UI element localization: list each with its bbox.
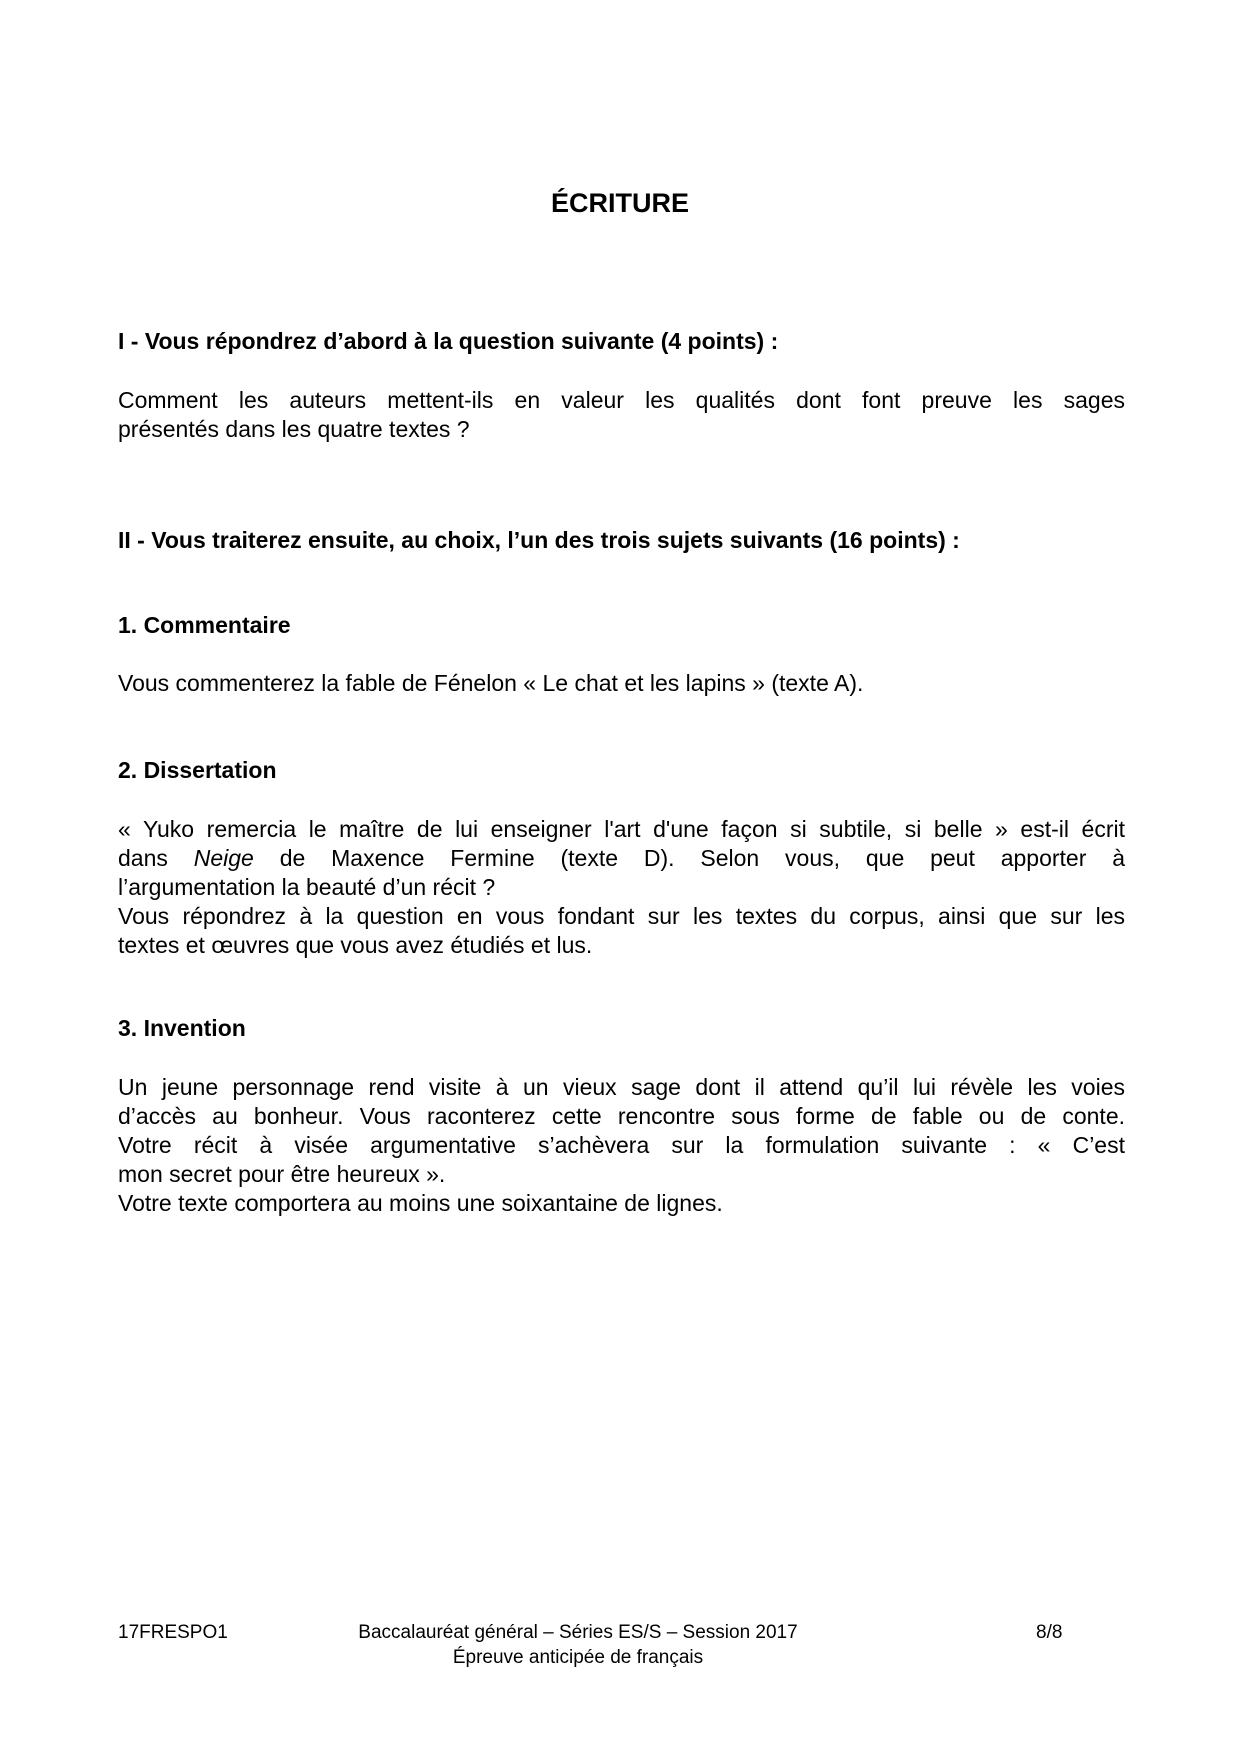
dissertation-line-3: l’argumentation la beauté d’un récit ?	[118, 874, 496, 900]
footer-exam-subtitle: Épreuve anticipée de français	[452, 1647, 704, 1668]
part1-heading: I - Vous répondrez d’abord à la question suivante (4 points) :	[118, 328, 779, 354]
invention-heading: 3. Invention	[118, 1015, 246, 1041]
invention-text	[118, 1073, 1125, 1218]
dissertation-line-2-start: dans	[118, 845, 194, 871]
part1-question-line-1: Comment les auteurs mettent-ils en valeur les qualités dont font preuve les sages	[118, 387, 1125, 413]
footer-center	[348, 1620, 808, 1670]
dissertation-heading: 2. Dissertation	[118, 757, 277, 783]
dissertation-line-2-end: de Maxence Fermine (texte D). Selon vous, que peut apporter à	[253, 845, 1125, 871]
dissertation-line-5: textes et œuvres que vous avez étudiés et lus.	[118, 932, 593, 958]
dissertation-line-4: Vous répondrez à la question en vous fondant sur les textes du corpus, ainsi que sur les	[118, 903, 1125, 929]
commentaire-heading: 1. Commentaire	[118, 612, 291, 638]
dissertation-text	[118, 815, 1125, 960]
footer-exam-title: Baccalauréat général – Séries ES/S – Session 2017	[358, 1622, 798, 1643]
page-title: ÉCRITURE	[550, 188, 689, 218]
part2-heading: II - Vous traiterez ensuite, au choix, l’un des trois sujets suivants (16 points) :	[118, 527, 960, 553]
page-number: 8/8	[1036, 1622, 1063, 1643]
invention-line-2: d’accès au bonheur. Vous raconterez cette rencontre sous forme de fable ou de conte.	[118, 1103, 1125, 1129]
part1-question-line-2: présentés dans les quatre textes ?	[118, 416, 470, 442]
dissertation-line-1: « Yuko remercia le maître de lui enseigner l'art d'une façon si subtile, si belle » est-il écrit	[118, 816, 1125, 842]
exam-code: 17FRESPO1	[118, 1622, 228, 1643]
invention-line-5: Votre texte comportera au moins une soixantaine de lignes.	[118, 1190, 723, 1216]
book-title-neige: Neige	[193, 845, 254, 871]
invention-line-3: Votre récit à visée argumentative s’achèvera sur la formulation suivante : « C’est	[118, 1132, 1125, 1158]
commentaire-line: Vous commenterez la fable de Fénelon « Le chat et les lapins » (texte A).	[118, 670, 864, 696]
commentaire-text	[118, 669, 1125, 698]
dissertation-line-2	[118, 844, 1125, 873]
part1-question	[118, 386, 1125, 444]
invention-line-1: Un jeune personnage rend visite à un vieux sage dont il attend qu’il lui révèle les voies	[118, 1074, 1125, 1100]
invention-line-4: mon secret pour être heureux ».	[118, 1161, 446, 1187]
